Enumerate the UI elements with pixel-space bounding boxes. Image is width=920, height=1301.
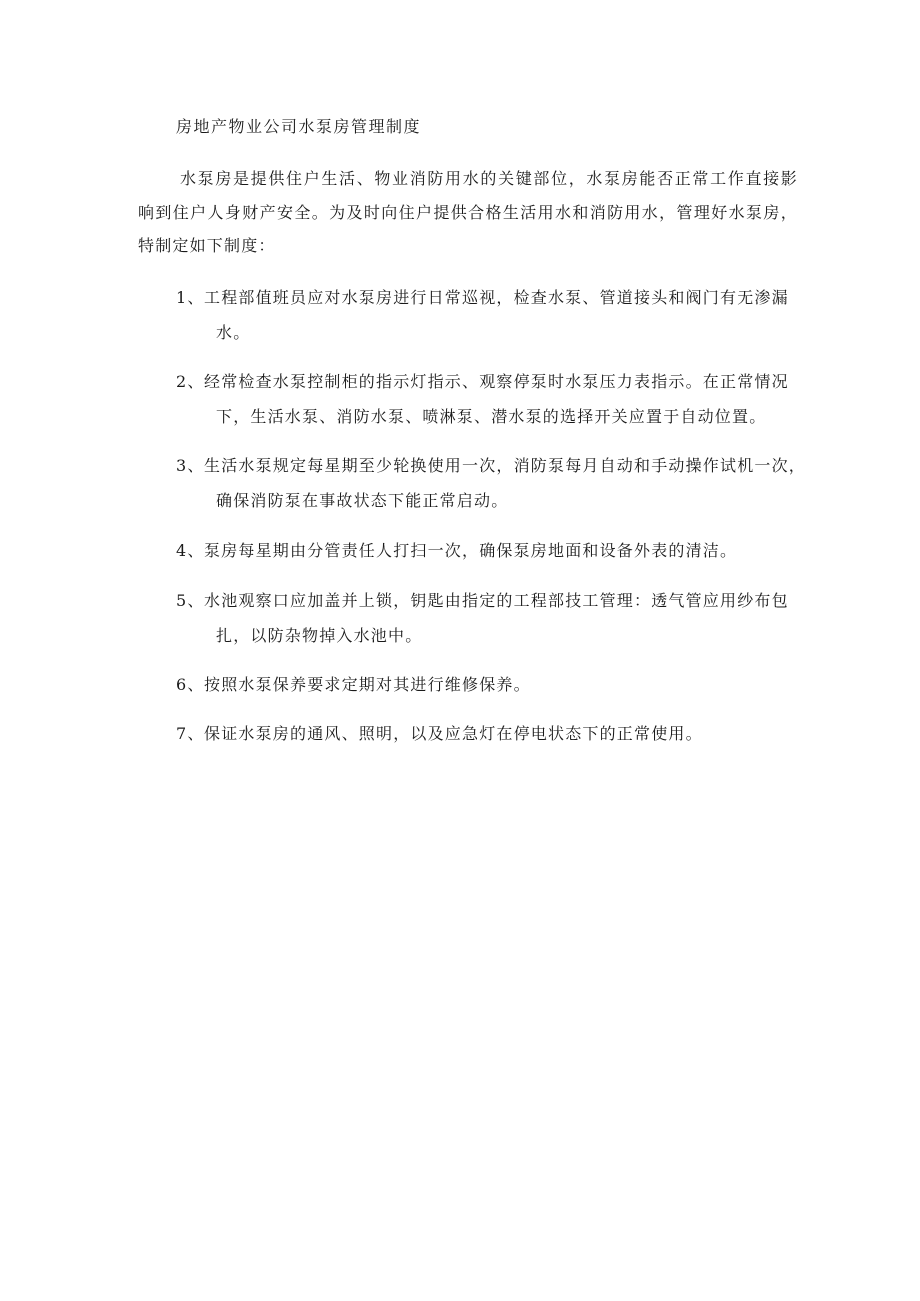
rule-number: 4、 <box>176 541 205 560</box>
rule-number: 1、 <box>176 288 205 307</box>
rule-number: 3、 <box>176 456 205 475</box>
rule-line <box>176 280 796 315</box>
intro-paragraph: 水泵房是提供住户生活、物业消防用水的关键部位，水泵房能否正常工作直接影响到住户人身财产安全。为及时向住户提供合格生活用水和消防用水，管理好水泵房，特制定如下制度： <box>138 169 798 255</box>
rule-item-1 <box>176 280 796 350</box>
document-title: 房地产物业公司水泵房管理制度 <box>176 117 422 136</box>
rule-line <box>176 533 796 568</box>
rule-number: 5、 <box>176 591 205 610</box>
rule-text: 生活水泵规定每星期至少轮换使用一次，消防泵每月自动和手动操作试机一次， <box>204 456 807 475</box>
rule-line <box>176 364 796 399</box>
rule-item-3 <box>176 448 807 518</box>
rule-text: 经常检查水泵控制柜的指示灯指示、观察停泵时水泵压力表指示。在正常情况 <box>204 372 789 391</box>
rule-line <box>176 448 807 483</box>
rule-item-2 <box>176 364 796 434</box>
rule-text: 水池观察口应加盖并上锁，钥匙由指定的工程部技工管理：透气管应用纱布包 <box>204 591 789 610</box>
rule-item-6 <box>176 667 796 702</box>
rule-continuation: 水。 <box>216 323 251 342</box>
rule-item-5 <box>176 583 796 653</box>
rule-text: 保证水泵房的通风、照明，以及应急灯在停电状态下的正常使用。 <box>204 724 703 743</box>
rule-continuation: 确保消防泵在事故状态下能正常启动。 <box>216 491 509 510</box>
rule-item-4 <box>176 533 796 568</box>
rule-number: 6、 <box>176 675 205 694</box>
rule-continuation: 扎，以防杂物掉入水池中。 <box>216 626 423 645</box>
rule-text: 按照水泵保养要求定期对其进行维修保养。 <box>204 675 531 694</box>
rule-text: 泵房每星期由分管责任人打扫一次，确保泵房地面和设备外表的清洁。 <box>204 541 738 560</box>
rule-item-7 <box>176 716 796 751</box>
rule-continuation: 下，生活水泵、消防水泵、喷淋泵、潜水泵的选择开关应置于自动位置。 <box>216 407 767 426</box>
rule-text: 工程部值班员应对水泵房进行日常巡视，检查水泵、管道接头和阀门有无渗漏 <box>204 288 789 307</box>
rule-number: 2、 <box>176 372 205 391</box>
rule-line <box>176 583 796 618</box>
rule-line <box>176 667 796 702</box>
rule-number: 7、 <box>176 724 205 743</box>
rule-line <box>176 716 796 751</box>
